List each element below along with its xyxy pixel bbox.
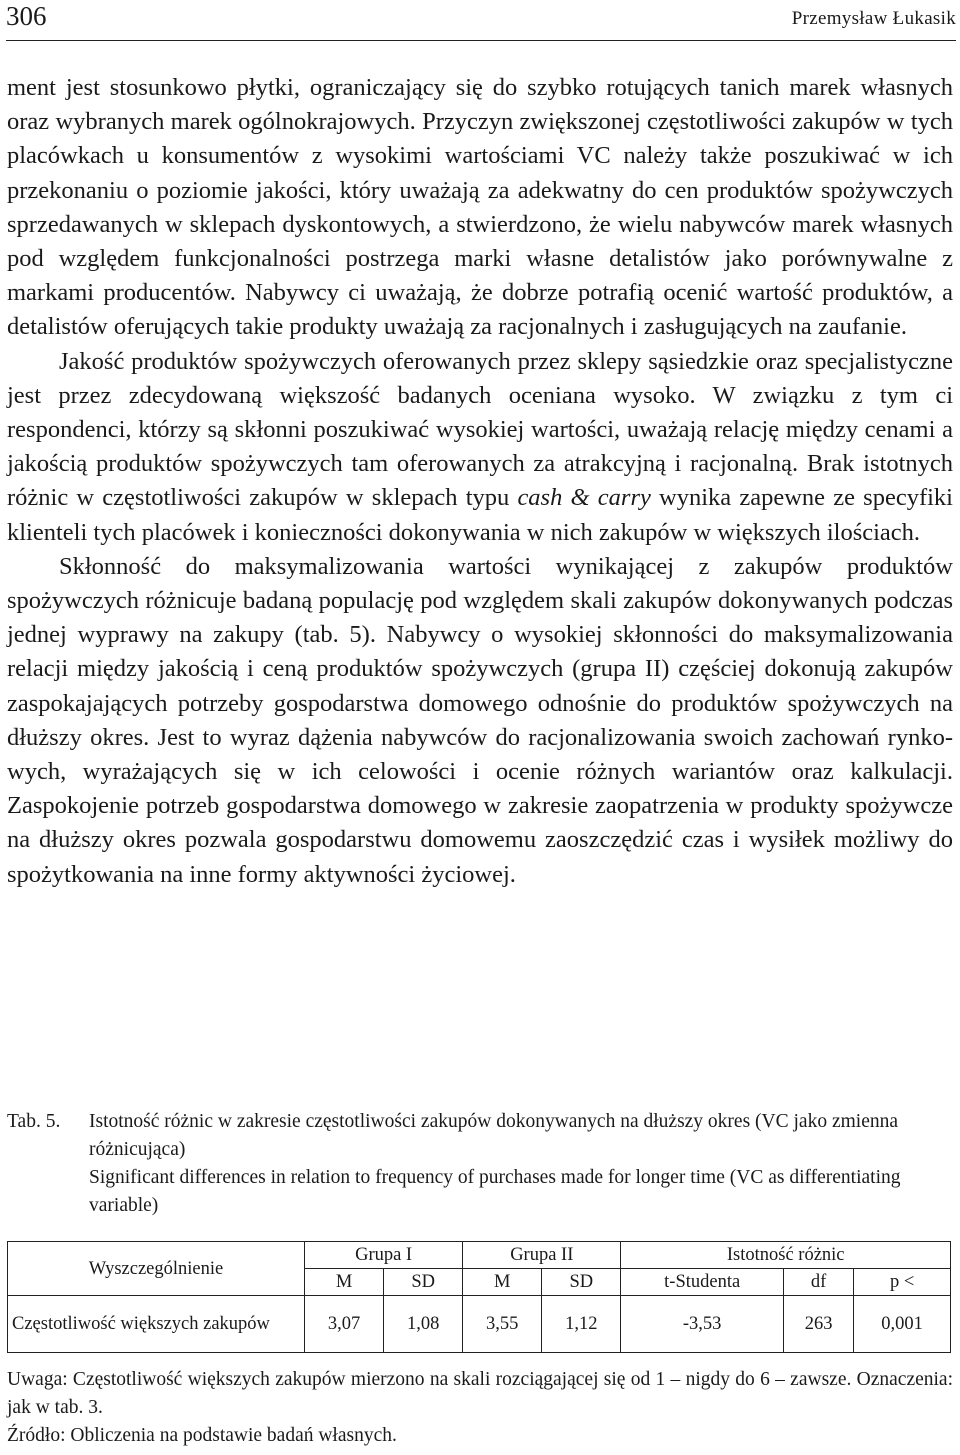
- table-header-wyszczegolnienie: Wyszczególnienie: [8, 1242, 305, 1296]
- results-table: [7, 1241, 951, 1353]
- table-header-row: [8, 1242, 951, 1269]
- table-caption-title-pl: Istotność różnic w zakresie częstotliwości zakupów dokonywanych na dłuższy okres (VC jako zmienna różnicująca): [89, 1111, 899, 1160]
- table-header-group-2: Grupa II: [463, 1242, 621, 1269]
- paragraph-1: ment jest stosunkowo płytki, ograniczający się do szybko rotujących tanich marek własnych oraz wybranych marek ogólnokrajowych. Przyczyn zwiększonej częstotliwości zakupów w tych placówkach u konsumentów z wysokimi wartościami VC należy także poszukiwać w ich przekonaniu o poziomie jakości, który uważają za adekwatny do cen produktów spożywczych sprzedawanych w sklepach dyskontowych, a stwierdzono, że wielu nabywców marek własnych pod względem funkcjonalności postrzega marki własne detalistów jako porównywalne z markami producentów. Nabywcy ci uważają, że dobrze potrafią ocenić wartość produktów, a detalistów oferujących takie produkty uważają za racjonalnych i zasługujących na zaufanie.: [7, 74, 953, 341]
- paragraph-2-text-b: wynika zapewne ze specyfiki klienteli tych placówek i konieczności dokonywania w nich zakupów w większych ilościach.: [7, 484, 953, 546]
- running-head-author: Przemysław Łukasik: [791, 8, 956, 29]
- table-note-uwaga: Uwaga: Częstotliwość większych zakupów mierzono na skali rozciągającej się od 1 – nigdy do 6 – zawsze. Oznaczenia: jak w tab. 3.: [7, 1369, 953, 1418]
- table-subheader-cell: SD: [542, 1269, 621, 1296]
- table-subheader-cell: SD: [384, 1269, 463, 1296]
- table-cell: 0,001: [854, 1296, 951, 1353]
- body-text: [7, 71, 953, 892]
- table-cell: 263: [783, 1296, 853, 1353]
- table-caption-title-en: Significant differences in relation to frequency of purchases made for longer time (VC as differentiating variable): [89, 1167, 901, 1216]
- table-cell: 3,07: [305, 1296, 384, 1353]
- table-subheader-cell: M: [305, 1269, 384, 1296]
- table-row-label: Częstotliwość większych zakupów: [8, 1296, 305, 1353]
- table-cell: 1,08: [384, 1296, 463, 1353]
- paragraph-3: Skłonność do maksymalizowania wartości wynikającej z zakupów produktów spożywczych różnicuje badaną populację pod względem skali zakupów dokonywanych podczas jednej wyprawy na zakupy (tab. 5). Nabywcy o wysokiej skłonności do maksymalizowania relacji między jakością i ceną produktów spożywczych (grupa II) częściej dokonują zakupów zaspokajających potrzeby gospodarstwa domowego odnośnie do produktów spożywczych na dłuższy okres. Jest to wyraz dążenia nabywców do racjonalizowania swoich zachowań rynkowych, wyrażających się w ich celowości i ocenie różnych wariantów oraz kalkulacji. Zaspokojenie potrzeb gospodarstwa domowego w zakresie zaopatrzenia w produkty spożywcze na dłuższy okres pozwala gospodarstwu domowemu zaoszczędzić czas i wysiłek możliwy do spożytkowania na inne formy aktywności życiowej.: [7, 552, 953, 888]
- table-cell: 3,55: [463, 1296, 542, 1353]
- paragraph-2-text-a: Jakość produktów spożywczych oferowanych przez sklepy sąsiedzkie oraz specjalistyczne jest przez zdecydowaną większość badanych oceniana wysoko. W związku z tym ci respondenci, którzy są skłonni poszukiwać wysokiej wartości, uważają relację między cenami a jakością produktów spożywczych tam oferowanych za atrakcyjną i racjonalną. Brak istotnych różnic w częstotliwości zakupów w sklepach typu: [7, 347, 953, 512]
- table-cell: 1,12: [542, 1296, 621, 1353]
- table-subheader-cell: M: [463, 1269, 542, 1296]
- table-subheader-cell: p <: [854, 1269, 951, 1296]
- paragraph-2: [7, 345, 953, 550]
- table-note-source: Źródło: Obliczenia na podstawie badań własnych.: [7, 1425, 397, 1446]
- paragraph-2-italic: cash & carry: [517, 484, 651, 512]
- table-row: [8, 1296, 951, 1353]
- table-header-significance: Istotność różnic: [621, 1242, 951, 1269]
- page-header: [6, 0, 956, 41]
- table-cell: -3,53: [621, 1296, 784, 1353]
- table-subheader-cell: t-Studenta: [621, 1269, 784, 1296]
- table-caption-label: Tab. 5.: [7, 1111, 61, 1132]
- table-header-group-1: Grupa I: [305, 1242, 463, 1269]
- table-caption: [7, 1108, 953, 1220]
- page-number: 306: [6, 1, 47, 31]
- table-notes: [7, 1366, 953, 1450]
- table-subheader-cell: df: [783, 1269, 853, 1296]
